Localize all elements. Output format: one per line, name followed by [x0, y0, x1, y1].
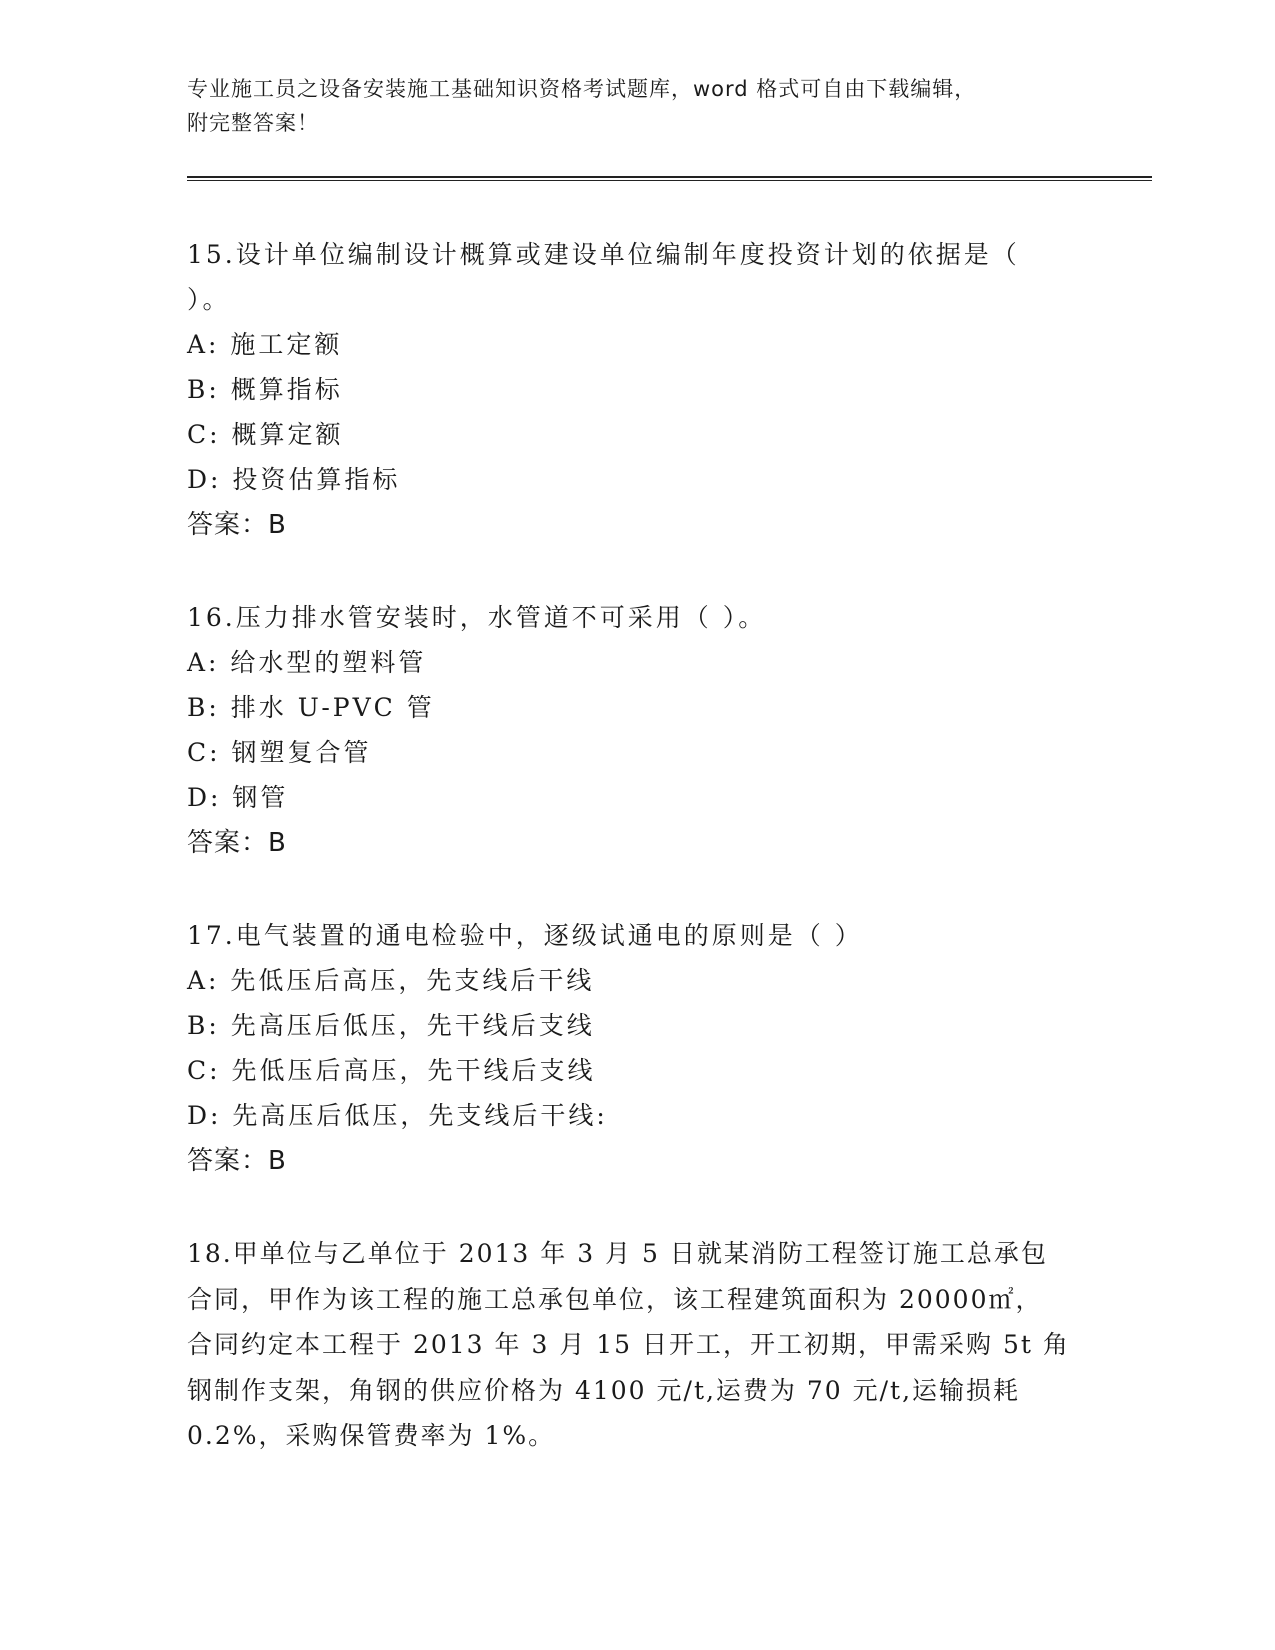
header-line-2: 附完整答案！: [187, 111, 319, 135]
question-stem: [187, 232, 1087, 322]
option-b: B: 先高压后低压，先干线后支线: [187, 1011, 595, 1040]
answer-label: 答案：B: [187, 510, 287, 540]
stem-line: 合同，甲作为该工程的施工总承包单位，该工程建筑面积为 20000㎡，: [187, 1284, 1043, 1314]
header-line-1: 专业施工员之设备安装施工基础知识资格考试题库，word 格式可自由下载编辑，: [187, 77, 977, 101]
question-stem: [187, 913, 1087, 958]
question-16: [187, 595, 1087, 866]
option-d: D: 钢管: [187, 783, 289, 812]
stem-line: 16.压力排水管安装时，水管道不可采用（ ）。: [187, 603, 767, 632]
option-d: D: 先高压后低压，先支线后干线:: [187, 1101, 608, 1130]
stem-line: 钢制作支架，角钢的供应价格为 4100 元/t,运费为 70 元/t,运输损耗: [187, 1375, 1021, 1405]
option-c: C: 钢塑复合管: [187, 738, 372, 767]
option-a: A: 给水型的塑料管: [187, 648, 427, 677]
option-b: B: 排水 U-PVC 管: [187, 693, 435, 722]
option-c: C: 先低压后高压，先干线后支线: [187, 1056, 596, 1085]
question-18: [187, 1231, 1087, 1459]
option-a: A: 先低压后高压，先支线后干线: [187, 966, 595, 995]
option-a: A: 施工定额: [187, 330, 343, 359]
stem-line: 0.2%，采购保管费率为 1%。: [187, 1421, 556, 1450]
document-header: [187, 72, 1087, 140]
stem-line: 18.甲单位与乙单位于 2013 年 3 月 5 日就某消防工程签订施工总承包: [187, 1239, 1048, 1268]
question-list: [187, 232, 1087, 1506]
question-stem: [187, 595, 1087, 640]
question-stem: [187, 1231, 1087, 1459]
stem-line: ）。: [187, 285, 231, 314]
option-c: C: 概算定额: [187, 420, 344, 449]
question-15: [187, 232, 1087, 548]
question-17: [187, 913, 1087, 1184]
header-divider: [187, 176, 1152, 181]
answer-label: 答案：B: [187, 828, 287, 858]
stem-line: 17.电气装置的通电检验中，逐级试通电的原则是（ ）: [187, 921, 863, 950]
answer-label: 答案：B: [187, 1146, 287, 1176]
option-b: B: 概算指标: [187, 375, 343, 404]
option-d: D: 投资估算指标: [187, 465, 401, 494]
stem-line: 合同约定本工程于 2013 年 3 月 15 日开工，开工初期，甲需采购 5t 角: [187, 1330, 1070, 1359]
stem-line: 15.设计单位编制设计概算或建设单位编制年度投资计划的依据是（: [187, 240, 1020, 269]
